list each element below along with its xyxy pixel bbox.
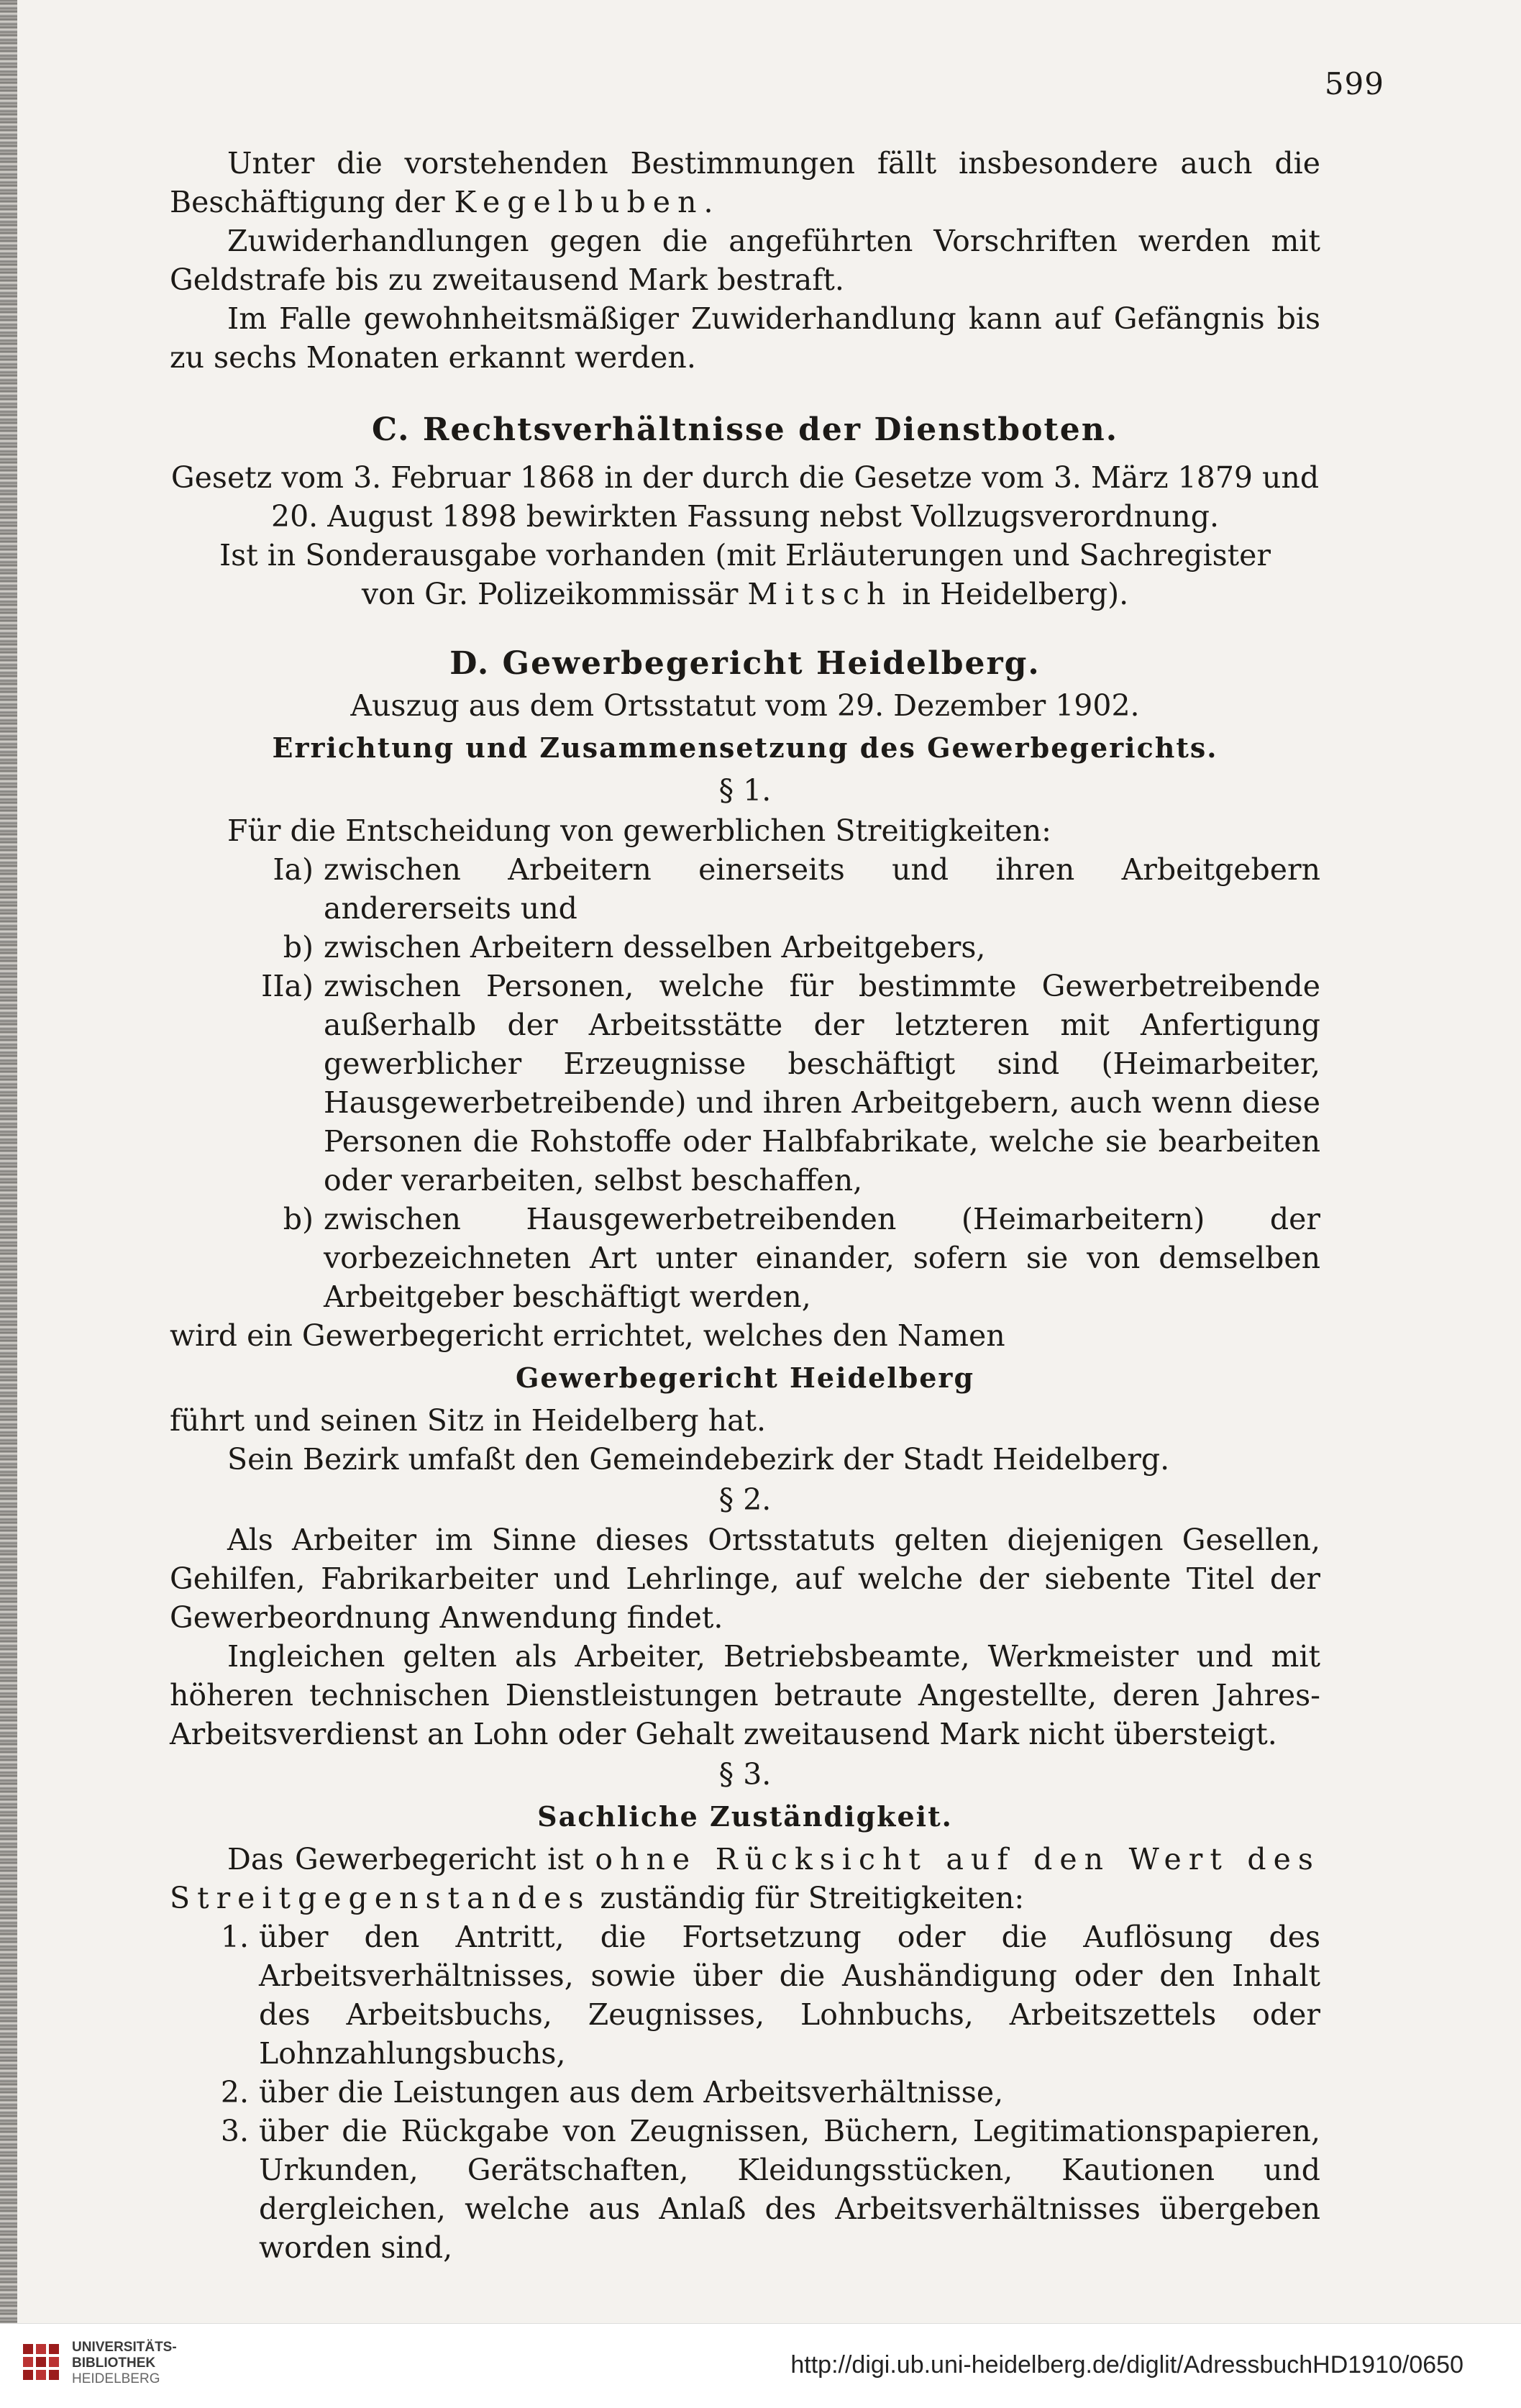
list-item bbox=[170, 2112, 1320, 2267]
list-item-label: b) bbox=[283, 1202, 314, 1236]
section-c-note-text: von Gr. Polizeikommissär bbox=[361, 577, 739, 611]
list-item bbox=[170, 967, 1320, 1200]
list-item bbox=[170, 928, 1320, 967]
paragraph-2-number: § 2. bbox=[718, 1482, 772, 1517]
list-item-text: zwischen Hausgewerbetreibenden (Heimarbeitern) der vorbezeichneten Art unter einander, sofern sie von demselben Arbeitgeber beschäftigt werden, bbox=[324, 1202, 1320, 1314]
list-item-text: über den Antritt, die Fortsetzung oder die Auflösung des Arbeitsverhältnisses, sowie über die Aushändigung oder den Inhalt des Arbeitsbuchs, Zeugnisses, Lohnbuchs, Arbeitszettels oder Lohnzahlungsbuchs, bbox=[259, 1920, 1320, 2071]
list-item-label: Ia) bbox=[273, 852, 314, 887]
library-logo-icon bbox=[20, 2340, 63, 2383]
paragraph-1-seat: führt und seinen Sitz in Heidelberg hat. bbox=[170, 1403, 767, 1438]
list-item-text: zwischen Arbeitern desselben Arbeitgebers, bbox=[324, 930, 986, 964]
list-item bbox=[170, 1200, 1320, 1316]
paragraph-1-number: § 1. bbox=[718, 773, 772, 808]
list-item-label: IIa) bbox=[261, 969, 314, 1003]
intro-paragraph-1 bbox=[170, 144, 1320, 222]
section-c-law-line-2: 20. August 1898 bewirkten Fassung nebst Vollzugsverordnung. bbox=[270, 499, 1219, 534]
section-c-note-end: in Heidelberg). bbox=[902, 577, 1129, 611]
paragraph-3-items bbox=[170, 1917, 1320, 2267]
paragraph-3-heading: Sachliche Zuständigkeit. bbox=[537, 1800, 953, 1833]
paragraph-2-text-2: Ingleichen gelten als Arbeiter, Betriebsbeamte, Werkmeister und mit höheren technischen Dienstleistungen betraute Angestellte, deren Jahres-Arbeitsverdienst an Lohn oder Gehalt zweitausend Mark nicht übersteigt. bbox=[170, 1639, 1320, 1751]
paragraph-3-intro bbox=[170, 1840, 1320, 1917]
list-item bbox=[170, 850, 1320, 928]
footer-bar bbox=[0, 2323, 1521, 2408]
intro-text-1: Unter die vorstehenden Bestimmungen fällt insbesondere auch die Beschäftigung der bbox=[170, 146, 1320, 219]
list-item-text: über die Leistungen aus dem Arbeitsverhältnisse, bbox=[259, 2075, 1004, 2110]
intro-spaced-word: Kegelbuben. bbox=[454, 185, 721, 219]
intro-paragraph-3: Im Falle gewohnheitsmäßiger Zuwiderhandlung kann auf Gefängnis bis zu sechs Monaten erkannt werden. bbox=[170, 301, 1320, 375]
paragraph-1-intro: Für die Entscheidung von gewerblichen Streitigkeiten: bbox=[227, 813, 1051, 848]
list-item bbox=[170, 1917, 1320, 2073]
list-item-label: 3. bbox=[220, 2114, 249, 2148]
source-url-link[interactable]: http://digi.ub.uni-heidelberg.de/diglit/AdressbuchHD1910/0650 bbox=[790, 2351, 1463, 2379]
section-d-heading: D. Gewerbegericht Heidelberg. bbox=[449, 645, 1041, 682]
section-c-law-line-1: Gesetz vom 3. Februar 1868 in der durch die Gesetze vom 3. März 1879 und bbox=[170, 460, 1320, 495]
list-item bbox=[170, 2073, 1320, 2112]
list-item-text: zwischen Arbeitern einerseits und ihren Arbeitgebern andererseits und bbox=[324, 852, 1320, 926]
list-item-label: 1. bbox=[220, 1920, 249, 1954]
section-d-subheading: Errichtung und Zusammensetzung des Gewerbegerichts. bbox=[272, 731, 1218, 764]
section-c-note-name: Mitsch bbox=[747, 577, 893, 611]
logo-line-3: HEIDELBERG bbox=[72, 2371, 160, 2386]
logo-line-2: BIBLIOTHEK bbox=[72, 2355, 156, 2371]
intro-paragraph-2: Zuwiderhandlungen gegen die angeführten Vorschriften werden mit Geldstrafe bis zu zweitausend Mark bestraft. bbox=[170, 224, 1320, 297]
section-d-excerpt: Auszug aus dem Ortsstatut vom 29. Dezember 1902. bbox=[350, 688, 1140, 723]
paragraph-2-text-1: Als Arbeiter im Sinne dieses Ortsstatuts gelten diejenigen Gesellen, Gehilfen, Fabrikarbeiter und Lehrlinge, auf welche der siebente Titel der Gewerbeordnung Anwendung findet. bbox=[170, 1523, 1320, 1635]
section-c-heading: C. Rechtsverhältnisse der Dienstboten. bbox=[371, 411, 1119, 448]
paragraph-3-intro-a: Das Gewerbegericht ist bbox=[227, 1842, 584, 1876]
paragraph-1-items bbox=[170, 850, 1320, 1316]
list-item-label: b) bbox=[283, 930, 314, 964]
page-content bbox=[170, 144, 1320, 2267]
page-number: 599 bbox=[1324, 66, 1384, 101]
paragraph-1-district: Sein Bezirk umfaßt den Gemeindebezirk der Stadt Heidelberg. bbox=[227, 1442, 1170, 1477]
section-c-note-line-1: Ist in Sonderausgabe vorhanden (mit Erläuterungen und Sachregister bbox=[219, 538, 1271, 573]
paragraph-3-number: § 3. bbox=[718, 1757, 772, 1792]
list-item-label: 2. bbox=[220, 2075, 249, 2110]
list-item-text: zwischen Personen, welche für bestimmte Gewerbetreibende außerhalb der Arbeitsstätte der letzteren mit Anfertigung gewerblicher Erzeugnisse beschäftigt sind (Heimarbeiter, Hausgewerbetreibende) und ihren Arbeitgebern, auch wenn diese Personen die Rohstoffe oder Halbfabrikate, welche sie bearbeiten oder verarbeiten, selbst beschaffen, bbox=[324, 969, 1320, 1198]
court-name: Gewerbegericht Heidelberg bbox=[515, 1362, 975, 1394]
list-item-text: über die Rückgabe von Zeugnissen, Büchern, Legitimationspapieren, Urkunden, Gerätschaften, Kleidungsstücken, Kautionen und dergleichen, welche aus Anlaß des Arbeitsverhältnisses übergeben worden sind, bbox=[259, 2114, 1320, 2265]
paragraph-1-outro: wird ein Gewerbegericht errichtet, welches den Namen bbox=[170, 1318, 1005, 1353]
section-c-note-line-2 bbox=[170, 575, 1320, 614]
logo-line-1: UNIVERSITÄTS- bbox=[72, 2340, 177, 2355]
library-logo-text bbox=[72, 2340, 177, 2387]
paragraph-3-intro-b: zuständig für Streitigkeiten: bbox=[600, 1881, 1025, 1915]
scan-binding-edge bbox=[0, 0, 17, 2323]
paragraph-3-intro-spaced: ohne Rücksicht auf den Wert des Streitgegenstandes bbox=[170, 1842, 1320, 1915]
